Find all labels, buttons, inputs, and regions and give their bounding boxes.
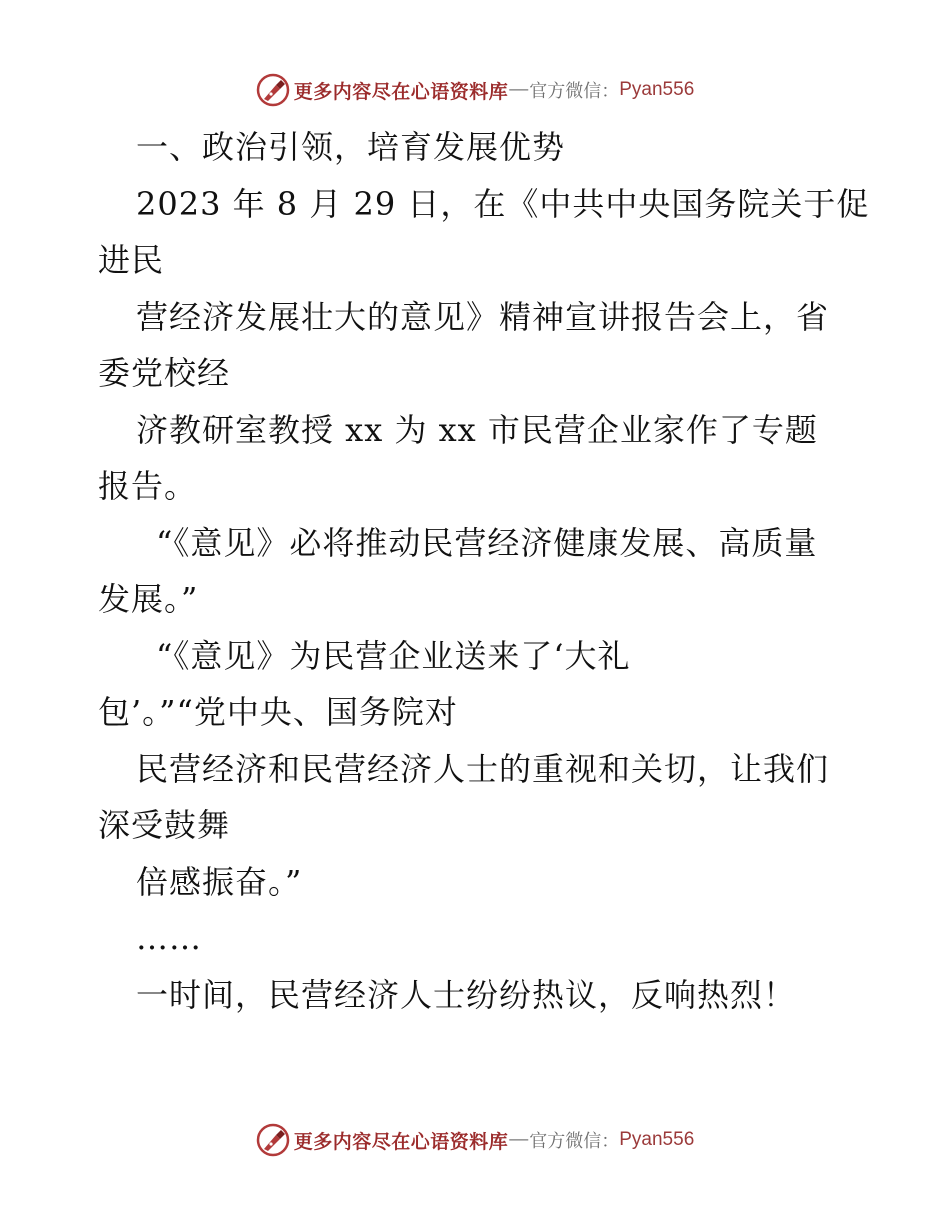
quote-line: “《意见》为民营企业送来了‘大礼 <box>156 636 631 675</box>
pen-nib-logo-icon <box>256 73 290 107</box>
paragraph-line: 进民 <box>98 241 165 279</box>
quote-line: “《意见》必将推动民营经济健康发展、高质量 <box>156 523 818 562</box>
paragraph-line: 报告。 <box>98 467 198 505</box>
quote-line: 发展。” <box>98 580 199 618</box>
watermark-dash: — <box>509 1129 529 1150</box>
ellipsis-line: …… <box>136 919 202 957</box>
watermark-wechat-id: Pyan556 <box>619 79 695 100</box>
quote-line: 深受鼓舞 <box>98 806 231 844</box>
paragraph-line: 营经济发展壮大的意见》精神宣讲报告会上，省 <box>136 297 830 336</box>
pen-nib-logo-icon <box>256 1123 290 1157</box>
quote-line: 包’。”“党中央、国务院对 <box>98 693 458 731</box>
document-body <box>98 119 878 1023</box>
watermark-site-text: 更多内容尽在心语资料库 <box>293 1130 509 1153</box>
paragraph-line: 委党校经 <box>98 354 231 392</box>
watermark-wechat-label: 官方微信： <box>529 81 620 102</box>
header-watermark <box>0 70 950 110</box>
paragraph-line: 2023 年 8 月 29 日，在《中共中央国务院关于促 <box>136 184 870 223</box>
quote-line: 倍感振奋。” <box>136 862 303 901</box>
watermark-wechat-id: Pyan556 <box>619 1129 695 1150</box>
footer-watermark <box>0 1120 950 1160</box>
section-heading: 一、政治引领，培育发展优势 <box>136 128 566 166</box>
watermark-wechat-label: 官方微信： <box>529 1131 620 1152</box>
paragraph-line: 济教研室教授 xx 为 xx 市民营企业家作了专题 <box>136 410 818 449</box>
watermark-dash: — <box>509 79 529 100</box>
quote-line: 民营经济和民营经济人士的重视和关切，让我们 <box>136 749 830 788</box>
paragraph-line: 一时间，民营经济人士纷纷热议，反响热烈！ <box>136 975 797 1014</box>
watermark-site-text: 更多内容尽在心语资料库 <box>293 80 509 103</box>
